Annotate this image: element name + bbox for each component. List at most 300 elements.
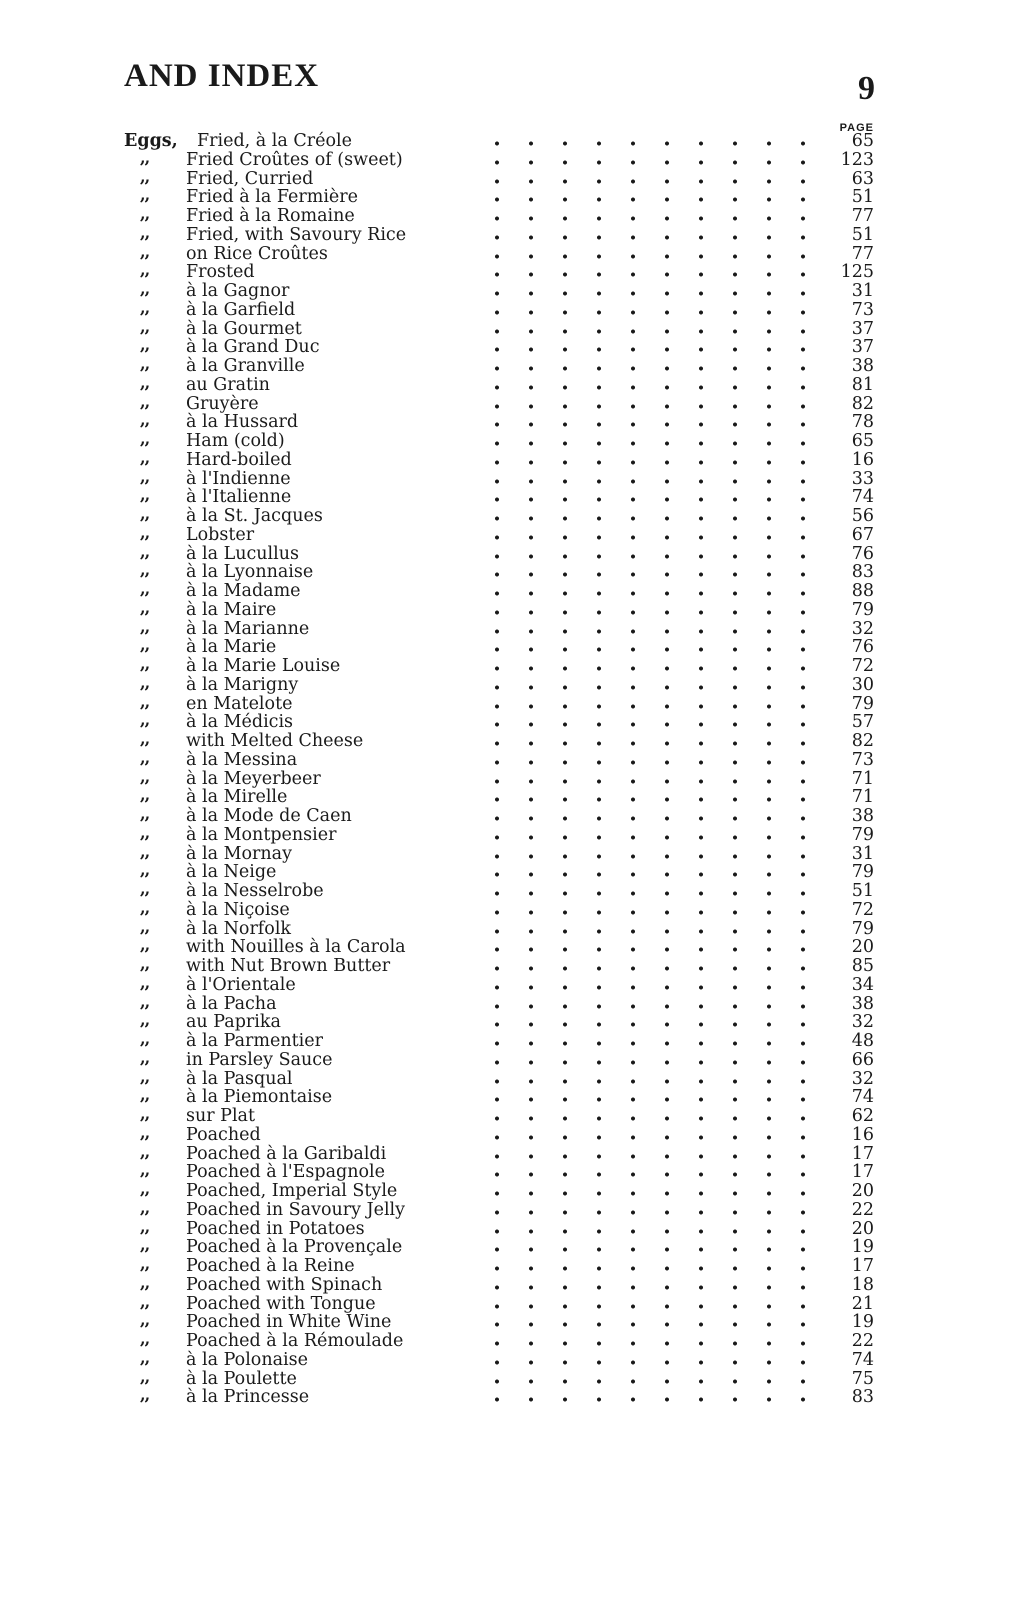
entry-page-number: 22: [851, 1199, 874, 1220]
dot-leader: [480, 179, 820, 184]
dot-leader: [480, 910, 820, 915]
entry-label: à la Grand Duc: [186, 337, 320, 358]
ditto-mark: ,,: [140, 841, 150, 861]
ditto-mark: ,,: [140, 804, 150, 823]
dot-leader: [480, 1022, 820, 1027]
ditto-mark: ,,: [140, 1104, 150, 1123]
ditto-mark: ,,: [140, 447, 150, 467]
entry-page-number: 38: [851, 806, 874, 826]
index-entry: [0, 372, 1035, 395]
index-entry: [0, 166, 1035, 189]
entry-page-number: 37: [851, 318, 874, 339]
ditto-mark: ,,: [140, 560, 150, 580]
dot-leader: [480, 235, 820, 240]
entry-label: Frosted: [186, 262, 255, 283]
dot-leader: [480, 1285, 820, 1290]
index-entry: [0, 466, 1035, 489]
index-entry: [0, 1347, 1035, 1370]
index-entry: [0, 1029, 1035, 1051]
ditto-mark: ,,: [140, 372, 150, 392]
index-entry: [0, 1179, 1035, 1201]
entry-page-number: 33: [851, 468, 874, 489]
ditto-mark: ,,: [140, 297, 150, 317]
index-entry: [0, 391, 1035, 414]
ditto-mark: ,,: [140, 1066, 150, 1086]
index-entry: [0, 822, 1035, 845]
index-entry: [0, 916, 1035, 939]
index-entry: [0, 297, 1035, 320]
ditto-mark: ,,: [140, 579, 150, 598]
dot-leader: [480, 985, 820, 990]
entry-label: à l'Italienne: [186, 487, 292, 508]
ditto-mark: ,,: [140, 935, 150, 955]
ditto-mark: ,,: [140, 1310, 150, 1330]
entry-label: à l'Indienne: [186, 468, 291, 489]
index-entry: [0, 279, 1035, 301]
index-entry: [0, 860, 1035, 883]
entry-label: Fried à la Fermière: [186, 187, 358, 208]
dot-leader: [480, 366, 820, 371]
ditto-mark: ,,: [140, 1385, 150, 1405]
index-entry: [0, 1216, 1035, 1239]
ditto-mark: ,,: [140, 522, 150, 542]
entry-label: Poached in Savoury Jelly: [186, 1199, 406, 1220]
entry-page-number: 17: [851, 1256, 874, 1276]
entry-label: à la Granville: [186, 356, 305, 376]
entry-label: Poached with Spinach: [186, 1274, 383, 1295]
entry-label: Lobster: [186, 524, 255, 545]
ditto-mark: ,,: [140, 597, 150, 617]
ditto-mark: ,,: [140, 1141, 150, 1161]
index-entry: [0, 1122, 1035, 1145]
entry-page-number: 79: [851, 862, 874, 883]
index-entry: [0, 1272, 1035, 1295]
index-entry: [0, 691, 1035, 714]
index-entry: [0, 147, 1035, 170]
entry-page-number: 38: [851, 993, 874, 1014]
index-entry: [0, 560, 1035, 583]
entry-page-number: 22: [851, 1331, 874, 1351]
entry-page-number: 73: [851, 299, 874, 320]
entry-label: à la Pasqual: [186, 1068, 293, 1089]
entry-label: au Paprika: [186, 1012, 281, 1033]
running-head: AND INDEX: [124, 58, 320, 94]
dot-leader: [480, 197, 820, 202]
ditto-mark: ,,: [140, 1291, 150, 1311]
ditto-mark: ,,: [140, 504, 150, 523]
dot-leader: [480, 779, 820, 784]
entry-label: Poached with Tongue: [186, 1293, 376, 1314]
dot-leader: [480, 1172, 820, 1177]
dot-leader: [480, 797, 820, 802]
ditto-mark: ,,: [140, 1122, 150, 1142]
ditto-mark: ,,: [140, 335, 150, 355]
index-entry: [0, 654, 1035, 676]
ditto-mark: ,,: [140, 954, 150, 973]
entry-label: Poached à l'Espagnole: [186, 1162, 385, 1183]
index-entry: [0, 1310, 1035, 1333]
entry-label: à la Poulette: [186, 1368, 297, 1389]
entry-page-number: 85: [851, 956, 874, 976]
ditto-mark: ,,: [140, 204, 150, 223]
index-entry: [0, 972, 1035, 995]
entry-page-number: 20: [851, 1181, 874, 1201]
entry-label: en Matelote: [186, 693, 293, 714]
entry-page-number: 74: [851, 1349, 874, 1370]
index-entry: [0, 447, 1035, 470]
entry-label: Poached: [186, 1124, 261, 1145]
entry-label: Poached, Imperial Style: [186, 1181, 398, 1201]
entry-page-number: 34: [851, 974, 874, 995]
dot-leader: [480, 647, 820, 652]
entry-page-number: 65: [851, 431, 874, 451]
dot-leader: [480, 1266, 820, 1271]
index-entry: [0, 879, 1035, 901]
entry-page-number: 83: [851, 562, 874, 583]
index-entry: [0, 241, 1035, 264]
dot-leader: [480, 629, 820, 634]
entry-label: à la Norfolk: [186, 918, 292, 939]
entry-label: à la Marianne: [186, 618, 310, 639]
ditto-mark: ,,: [140, 185, 150, 205]
dot-leader: [480, 291, 820, 296]
index-entry: [0, 1010, 1035, 1033]
dot-leader: [480, 591, 820, 596]
dot-leader: [480, 704, 820, 709]
entry-page-number: 72: [851, 656, 874, 676]
ditto-mark: ,,: [140, 1179, 150, 1198]
entry-label: with Nouilles à la Carola: [186, 937, 406, 958]
index-entry: [0, 316, 1035, 339]
index-entry: [0, 841, 1035, 864]
ditto-mark: ,,: [140, 1272, 150, 1292]
ditto-mark: ,,: [140, 429, 150, 448]
dot-leader: [480, 516, 820, 521]
index-entry: [0, 785, 1035, 808]
entry-label: Gruyère: [186, 393, 259, 414]
dot-leader: [480, 572, 820, 577]
page-number: 9: [858, 70, 875, 107]
entry-label: à la Niçoise: [186, 899, 290, 920]
entry-label: à la Garfield: [186, 299, 296, 320]
dot-leader: [480, 216, 820, 221]
entry-page-number: 21: [851, 1293, 874, 1314]
entry-page-number: 63: [851, 168, 874, 189]
ditto-mark: ,,: [140, 654, 150, 673]
dot-leader: [480, 854, 820, 859]
entry-page-number: 66: [851, 1049, 874, 1070]
entry-page-number: 82: [851, 393, 874, 414]
dot-leader: [480, 1041, 820, 1046]
ditto-mark: ,,: [140, 635, 150, 655]
ditto-mark: ,,: [140, 485, 150, 505]
ditto-mark: ,,: [140, 766, 150, 786]
dot-leader: [480, 1341, 820, 1346]
dot-leader: [480, 329, 820, 334]
entry-label: à la Mode de Caen: [186, 806, 352, 826]
ditto-mark: ,,: [140, 1197, 150, 1217]
dot-leader: [480, 254, 820, 259]
ditto-mark: ,,: [140, 729, 150, 748]
ditto-mark: ,,: [140, 860, 150, 880]
ditto-mark: ,,: [140, 1160, 150, 1180]
entry-label: à la Médicis: [186, 712, 294, 733]
entry-label: Poached à la Garibaldi: [186, 1143, 387, 1164]
index-entry: [0, 1141, 1035, 1164]
ditto-mark: ,,: [140, 916, 150, 936]
dot-leader: [480, 1229, 820, 1234]
entry-label: à la Neige: [186, 862, 277, 883]
entry-page-number: 72: [851, 899, 874, 920]
ditto-mark: ,,: [140, 260, 150, 280]
entry-label: à la Pacha: [186, 993, 277, 1014]
dot-leader: [480, 404, 820, 409]
ditto-mark: ,,: [140, 166, 150, 186]
ditto-mark: ,,: [140, 785, 150, 805]
entry-page-number: 51: [851, 224, 874, 245]
ditto-mark: ,,: [140, 1254, 150, 1273]
entry-page-number: 79: [851, 918, 874, 939]
entry-page-number: 17: [851, 1162, 874, 1183]
entry-page-number: 30: [851, 674, 874, 695]
entry-page-number: 32: [851, 618, 874, 639]
entry-page-number: 74: [851, 1087, 874, 1108]
index-entry: [0, 935, 1035, 958]
ditto-mark: ,,: [140, 897, 150, 917]
entry-label: à la Hussard: [186, 412, 299, 433]
dot-leader: [480, 1379, 820, 1384]
ditto-mark: ,,: [140, 541, 150, 561]
entry-page-number: 51: [851, 881, 874, 901]
index-entry: [0, 1235, 1035, 1258]
index-entry: [0, 204, 1035, 226]
ditto-mark: ,,: [140, 710, 150, 730]
entry-label: à la St. Jacques: [186, 506, 323, 526]
ditto-mark: ,,: [140, 147, 150, 167]
entry-label: Fried Croûtes of (sweet): [186, 149, 403, 170]
index-entry: [0, 710, 1035, 733]
dot-leader: [480, 460, 820, 465]
entry-label: à la Marigny: [186, 674, 299, 695]
entry-label: à la Nesselrobe: [186, 881, 324, 901]
entry-page-number: 123: [840, 149, 874, 170]
ditto-mark: ,,: [140, 391, 150, 411]
dot-leader: [480, 872, 820, 877]
ditto-mark: ,,: [140, 1010, 150, 1030]
ditto-mark: ,,: [140, 466, 150, 486]
dot-leader: [480, 422, 820, 427]
entry-label: Poached in White Wine: [186, 1312, 392, 1333]
entry-label: à la Montpensier: [186, 824, 337, 845]
entry-label: à la Polonaise: [186, 1349, 308, 1370]
dot-leader: [480, 535, 820, 540]
entry-page-number: 65: [851, 131, 874, 151]
entry-page-number: 76: [851, 637, 874, 658]
entry-label: à la Meyerbeer: [186, 768, 321, 789]
index-entry: [0, 597, 1035, 620]
index-entry: [0, 1291, 1035, 1314]
ditto-mark: ,,: [140, 1085, 150, 1105]
entry-label: à la Madame: [186, 581, 301, 601]
ditto-mark: ,,: [140, 354, 150, 373]
dot-leader: [480, 1247, 820, 1252]
ditto-mark: ,,: [140, 1216, 150, 1236]
index-entry: [0, 747, 1035, 770]
dot-leader: [480, 891, 820, 896]
entry-page-number: 74: [851, 487, 874, 508]
index-entry: [0, 1047, 1035, 1070]
index-entry: [0, 991, 1035, 1014]
entry-page-number: 48: [851, 1031, 874, 1051]
entry-page-number: 37: [851, 337, 874, 358]
entry-page-number: 83: [851, 1387, 874, 1408]
ditto-mark: ,,: [140, 241, 150, 261]
index-entry: [0, 1329, 1035, 1351]
index-entry: [0, 635, 1035, 658]
dot-leader: [480, 385, 820, 390]
entry-label: Poached in Potatoes: [186, 1218, 365, 1239]
ditto-mark: ,,: [140, 879, 150, 898]
entry-page-number: 16: [851, 449, 874, 470]
entry-page-number: 19: [851, 1237, 874, 1258]
index-entry: [0, 1197, 1035, 1220]
ditto-mark: ,,: [140, 972, 150, 992]
dot-leader: [480, 1060, 820, 1065]
entry-label: Ham (cold): [186, 431, 285, 451]
entry-label: au Gratin: [186, 374, 270, 395]
ditto-mark: ,,: [140, 991, 150, 1011]
entry-label: à l'Orientale: [186, 974, 296, 995]
dot-leader: [480, 1210, 820, 1215]
index-entry: [0, 804, 1035, 826]
entry-page-number: 31: [851, 843, 874, 864]
index-entry: [0, 354, 1035, 376]
entry-page-number: 32: [851, 1012, 874, 1033]
dot-leader: [480, 441, 820, 446]
entry-label: à la Marie: [186, 637, 277, 658]
entry-label: à la Princesse: [186, 1387, 310, 1408]
index-entry: [0, 132, 1035, 151]
ditto-mark: ,,: [140, 616, 150, 636]
dot-leader: [480, 347, 820, 352]
dot-leader: [480, 1154, 820, 1159]
entry-page-number: 18: [851, 1274, 874, 1295]
dot-leader: [480, 741, 820, 746]
dot-leader: [480, 929, 820, 934]
entry-label: with Melted Cheese: [186, 731, 364, 751]
ditto-mark: ,,: [140, 279, 150, 298]
entry-page-number: 77: [851, 206, 874, 226]
index-entry: [0, 1085, 1035, 1108]
entry-page-number: 75: [851, 1368, 874, 1389]
entry-label: in Parsley Sauce: [186, 1049, 333, 1070]
index-list: [0, 132, 1035, 1407]
index-entry: [0, 1254, 1035, 1276]
dot-leader: [480, 835, 820, 840]
entry-label: Poached à la Reine: [186, 1256, 355, 1276]
dot-leader: [480, 1079, 820, 1084]
entry-page-number: 57: [851, 712, 874, 733]
index-entry: [0, 897, 1035, 920]
index-entry: [0, 335, 1035, 358]
index-entry: [0, 504, 1035, 526]
index-entry: [0, 541, 1035, 564]
index-entry: [0, 1160, 1035, 1183]
entry-label: à la Marie Louise: [186, 656, 341, 676]
index-entry: [0, 1385, 1035, 1408]
entry-label: Hard-boiled: [186, 449, 292, 470]
entry-label: à la Mirelle: [186, 787, 288, 808]
ditto-mark: ,,: [140, 822, 150, 842]
entry-page-number: 32: [851, 1068, 874, 1089]
entry-label: à la Messina: [186, 749, 298, 770]
entry-page-number: 67: [851, 524, 874, 545]
index-entry: [0, 672, 1035, 695]
entry-page-number: 62: [851, 1106, 874, 1126]
index-entry: [0, 766, 1035, 789]
entry-label: à la Piemontaise: [186, 1087, 333, 1108]
entry-page-number: 71: [851, 768, 874, 789]
dot-leader: [480, 1191, 820, 1196]
ditto-mark: ,,: [140, 410, 150, 430]
entry-label: Poached à la Provençale: [186, 1237, 403, 1258]
dot-leader: [480, 310, 820, 315]
index-entry: [0, 1066, 1035, 1089]
entry-label: Fried, Curried: [186, 168, 314, 189]
index-entry: [0, 579, 1035, 601]
entry-label: à la Maire: [186, 599, 277, 620]
index-entry: [0, 616, 1035, 639]
entry-page-number: 31: [851, 281, 874, 301]
dot-leader: [480, 666, 820, 671]
entry-label: Fried à la Romaine: [186, 206, 355, 226]
index-entry: [0, 1104, 1035, 1126]
index-entry: [0, 260, 1035, 283]
entry-page-number: 125: [840, 262, 874, 283]
entry-label: Fried, with Savoury Rice: [186, 224, 407, 245]
index-entry: [0, 410, 1035, 433]
entry-page-number: 79: [851, 599, 874, 620]
entry-page-number: 19: [851, 1312, 874, 1333]
entry-page-number: 71: [851, 787, 874, 808]
dot-leader: [480, 272, 820, 277]
entry-page-number: 77: [851, 243, 874, 264]
dot-leader: [480, 760, 820, 765]
dot-leader: [480, 1097, 820, 1102]
entry-label: on Rice Croûtes: [186, 243, 328, 264]
entry-page-number: 79: [851, 824, 874, 845]
ditto-mark: ,,: [140, 1235, 150, 1255]
index-entry: [0, 522, 1035, 545]
main-heading: Eggs,: [124, 131, 178, 151]
dot-leader: [480, 1397, 820, 1402]
dot-leader: [480, 947, 820, 952]
entry-page-number: 81: [851, 374, 874, 395]
entry-label: à la Gagnor: [186, 281, 290, 301]
entry-label: à la Lyonnaise: [186, 562, 314, 583]
ditto-mark: ,,: [140, 1047, 150, 1067]
index-entry: [0, 222, 1035, 245]
index-entry: [0, 429, 1035, 451]
entry-page-number: 76: [851, 543, 874, 564]
dot-leader: [480, 1322, 820, 1327]
dot-leader: [480, 1304, 820, 1309]
ditto-mark: ,,: [140, 1029, 150, 1048]
dot-leader: [480, 1135, 820, 1140]
dot-leader: [480, 1116, 820, 1121]
index-entry: [0, 485, 1035, 508]
entry-page-number: 82: [851, 731, 874, 751]
